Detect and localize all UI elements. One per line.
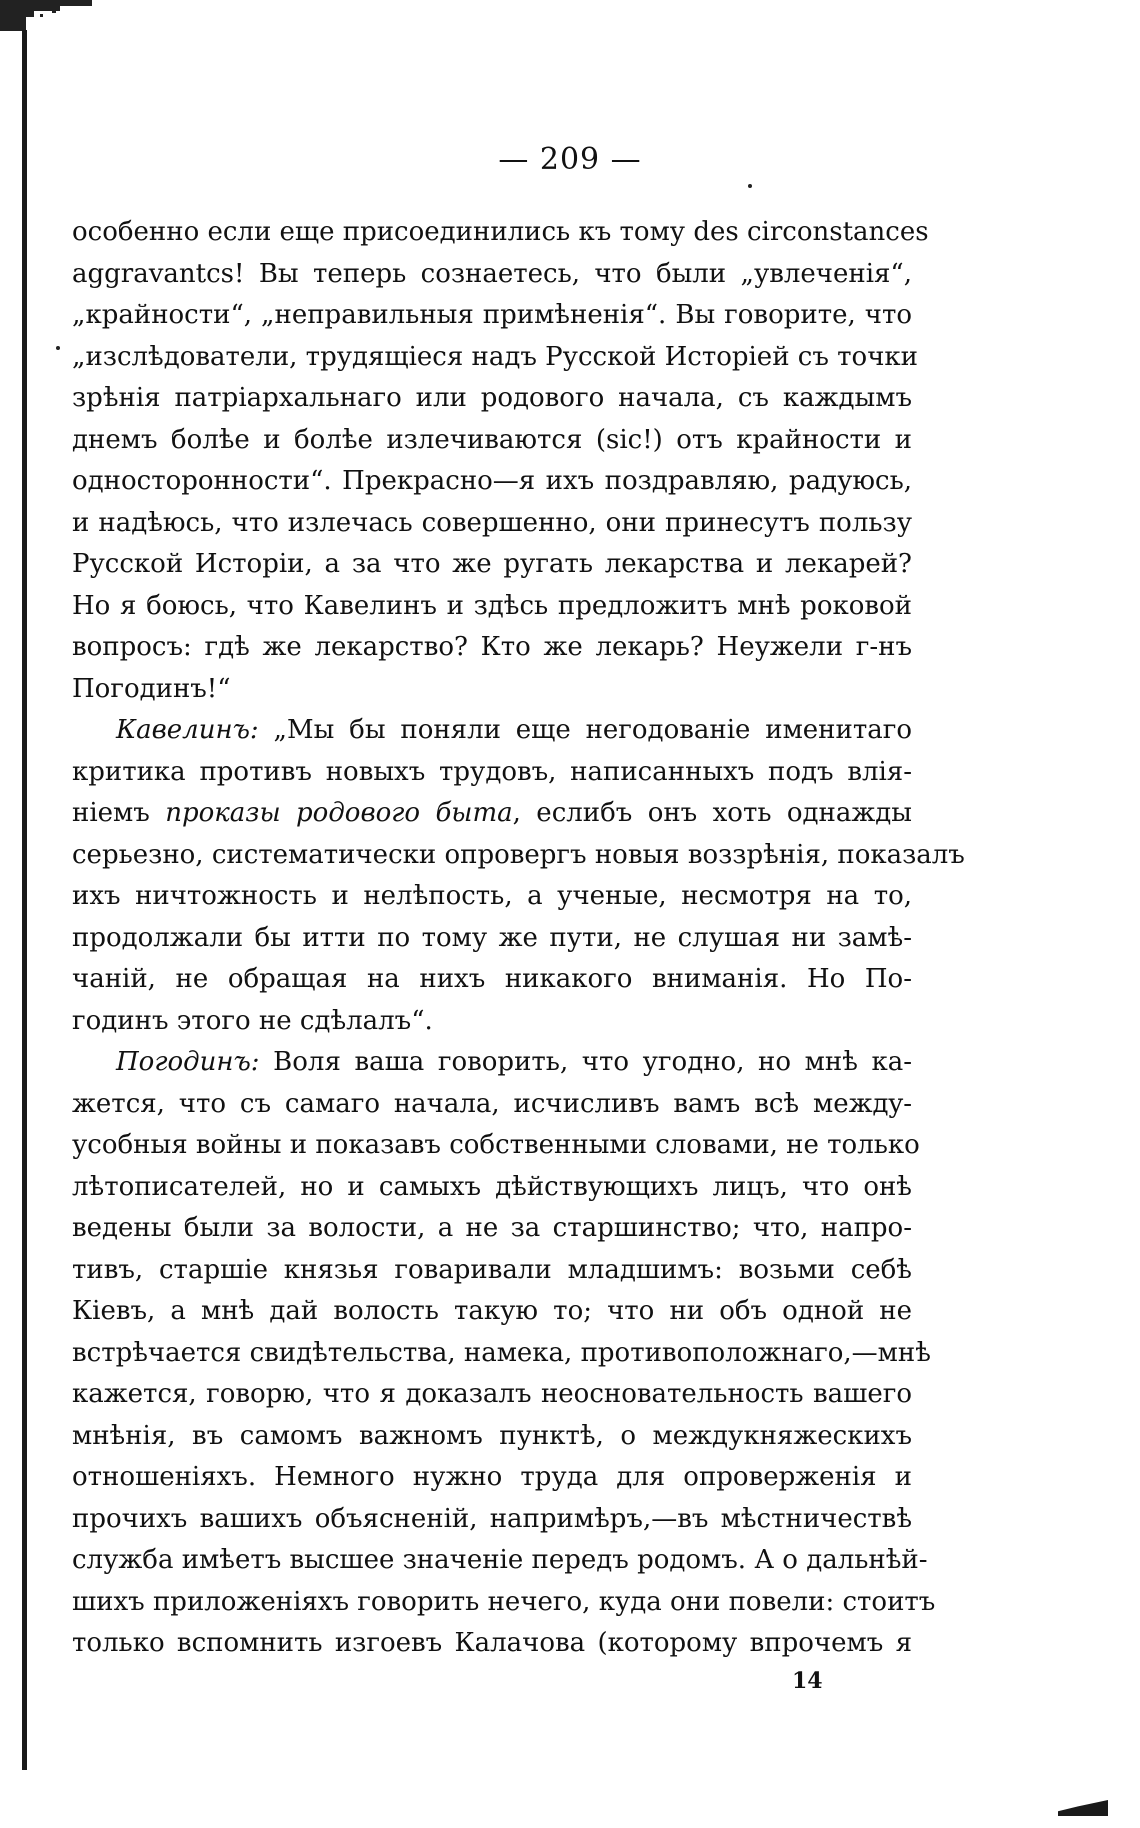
- text-line: прочихъ вашихъ объясненій, напримѣръ,—въ мѣстничествѣ: [72, 1503, 912, 1534]
- text-line: Русской Исторіи, а за что же ругать лекарства и лекарей?: [72, 549, 912, 579]
- speaker-name: Погодинъ:: [116, 1047, 260, 1077]
- text-line: зрѣнія патріархальнаго или родового начала, съ каждымъ: [72, 383, 912, 413]
- text-line: продолжали бы итти по тому же пути, не слушая ни замѣ-: [72, 922, 912, 953]
- text-line: aggravantcs! Вы теперь сознаетесь, что были „увлеченія“,: [72, 258, 912, 289]
- text-fragment: , еслибъ онъ хоть однажды: [512, 798, 912, 828]
- text-line: Погодинъ!“: [72, 673, 231, 704]
- text-line: встрѣчается свидѣтельства, намека, противоположнаго,—мнѣ: [72, 1337, 931, 1368]
- text-line: шихъ приложеніяхъ говорить нечего, куда они повели: стоитъ: [72, 1586, 936, 1617]
- text-line: критика противъ новыхъ трудовъ, написанныхъ подъ влія-: [72, 756, 912, 787]
- text-line: днемъ болѣе и болѣе излечиваются (sic!) отъ крайности и: [72, 424, 912, 455]
- text-line: ихъ ничтожность и нелѣпость, а ученые, несмотря на то,: [72, 881, 912, 911]
- text-fragment: Воля ваша говорить, что угодно, но мнѣ ка-: [273, 1047, 913, 1077]
- text-line: служба имѣетъ высшее значеніе передъ родомъ. А о дальнѣй-: [72, 1545, 928, 1575]
- printer-signature-mark: 14: [792, 1668, 823, 1694]
- emphasized-phrase: проказы родового быта: [165, 798, 513, 828]
- speaker-name: Кавелинъ:: [116, 715, 259, 745]
- text-line: усобныя войны и показавъ собственными словами, не только: [72, 1130, 920, 1160]
- scan-bottom-artifact: [1058, 1800, 1108, 1816]
- text-line: „изслѣдователи, трудящіеся надъ Русской Исторіей съ точки: [72, 341, 918, 372]
- text-line: Но я боюсь, что Кавелинъ и здѣсь предложитъ мнѣ роковой: [72, 590, 912, 621]
- text-line: односторонности“. Прекрасно—я ихъ поздравляю, радуюсь,: [72, 466, 912, 496]
- text-line: кажется, говорю, что я доказалъ неосновательность вашего: [72, 1379, 912, 1409]
- text-line: серьезно, систематически опровергъ новыя воззрѣнія, показалъ: [72, 839, 965, 870]
- text-line: вопросъ: гдѣ же лекарство? Кто же лекарь? Неужели г-нъ: [72, 632, 912, 662]
- text-line: [72, 793, 912, 835]
- paragraph-first-line: [72, 710, 912, 752]
- text-fragment: ніемъ: [72, 798, 150, 828]
- text-line: ведены были за волости, а не за старшинство; что, напро-: [72, 1213, 912, 1243]
- text-line: лѣтописателей, но и самыхъ дѣйствующихъ лицъ, что онѣ: [72, 1171, 912, 1202]
- text-fragment: „Мы бы поняли еще негодованіе именитаго: [273, 715, 913, 745]
- scan-speck: [56, 346, 60, 350]
- scan-left-border: [22, 30, 27, 1770]
- text-line: тивъ, старшіе князья говаривали младшимъ: возьми себѣ: [72, 1254, 912, 1285]
- text-line: особенно если еще присоединились къ тому des circonstances: [72, 217, 929, 247]
- scan-speck: [748, 184, 752, 188]
- text-line: и надѣюсь, что излечась совершенно, они принесутъ пользу: [72, 507, 912, 538]
- text-line: жется, что съ самаго начала, исчисливъ вамъ всѣ междy-: [72, 1088, 912, 1119]
- paragraph-first-line: [72, 1042, 912, 1084]
- text-line: Кіевъ, а мнѣ дай волость такую то; что ни объ одной не: [72, 1296, 912, 1326]
- text-line: мнѣнія, въ самомъ важномъ пунктѣ, о междукняжескихъ: [72, 1420, 912, 1451]
- text-line: годинъ этого не сдѣлалъ“.: [72, 1005, 433, 1036]
- body-text: [72, 212, 965, 1665]
- text-line: „крайности“, „неправильныя примѣненія“. Вы говорите, что: [72, 300, 912, 330]
- page-number-header: — 209 —: [498, 142, 642, 177]
- text-line: отношеніяхъ. Немного нужно труда для опроверженія и: [72, 1462, 912, 1492]
- text-line: чаній, не обращая на нихъ никакого вниманія. Но По-: [72, 964, 912, 994]
- scan-corner-artifact: [0, 0, 95, 40]
- text-line: только вспомнить изгоевъ Калачова (которому впрочемъ я: [72, 1628, 912, 1658]
